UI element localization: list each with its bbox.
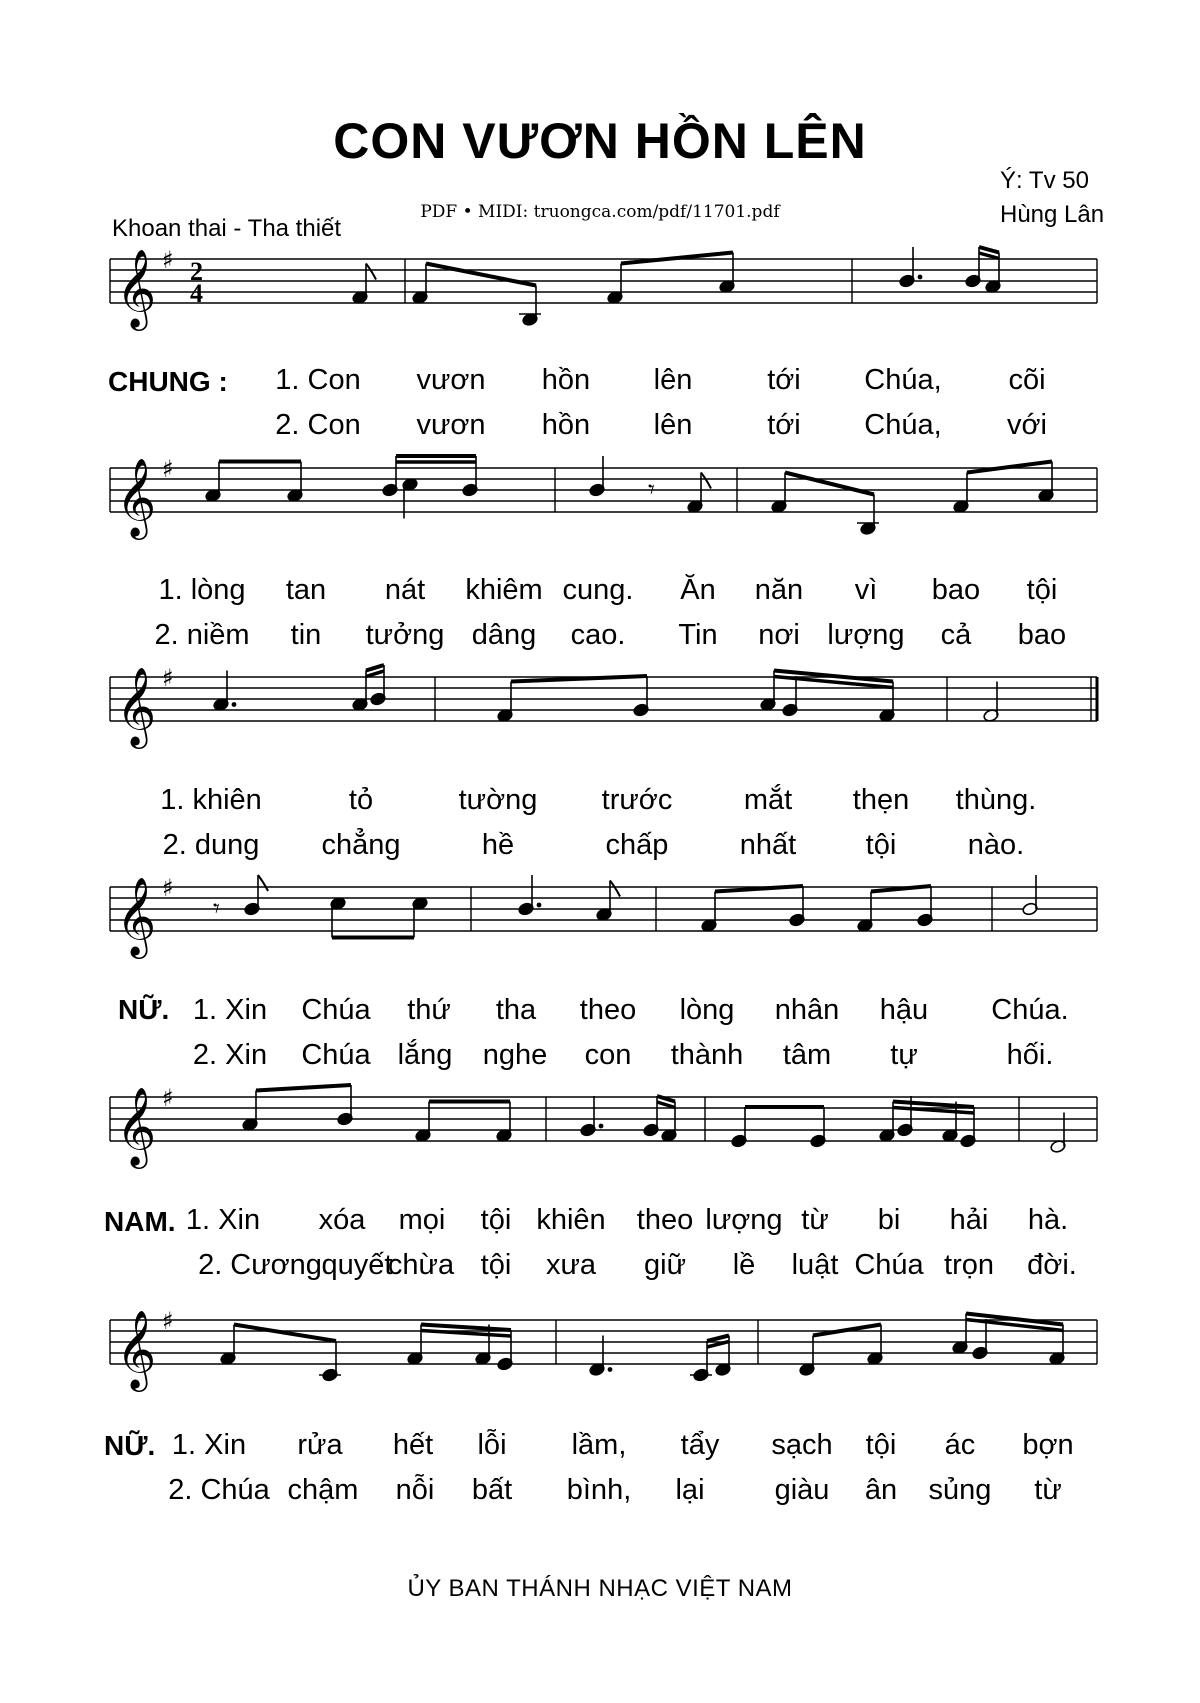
treble-clef-icon: 𝄞	[116, 877, 157, 956]
lyric-s1-v2: tới	[767, 409, 801, 441]
lyric-s4-v1: theo	[579, 994, 637, 1026]
lyric-s6-v2: ân	[864, 1474, 898, 1506]
lyric-s6-v2: bất	[471, 1474, 513, 1506]
lyric-s5-v2: đời.	[1027, 1249, 1077, 1281]
lyric-s6-v2: chậm	[287, 1474, 359, 1506]
dot	[608, 1367, 613, 1372]
lyric-s2-v1: cung.	[562, 574, 634, 606]
treble-clef-icon: 𝄞	[116, 249, 157, 328]
lyric-s6-v1: tẩy	[680, 1429, 720, 1461]
lyric-s5-v1: bi	[877, 1204, 901, 1236]
note-beam	[893, 1102, 974, 1108]
lyric-s5-v1: từ	[801, 1204, 829, 1236]
lyric-s1-v2: Chúa,	[864, 409, 942, 441]
lyric-s2-v2: lượng	[827, 619, 905, 651]
lyric-s2-v1: nát	[384, 574, 426, 606]
lyric-s3-v1: 1. khiên	[160, 784, 262, 816]
dot	[232, 702, 237, 707]
lyric-s5-v1: xóa	[318, 1204, 366, 1236]
sharp-key-icon: ♯	[162, 1307, 174, 1335]
lyric-s2-v1: tan	[285, 574, 327, 606]
lyric-s5-v1: tội	[480, 1204, 512, 1236]
sharp-key-icon: ♯	[162, 664, 174, 692]
lyric-s4-v2: 2. Xin	[192, 1039, 268, 1071]
lyric-s6-v2: nỗi	[395, 1474, 435, 1506]
lyric-s4-v2: thành	[670, 1039, 744, 1071]
treble-clef-icon: 𝄞	[116, 1087, 157, 1166]
lyric-s2-v2: tin	[290, 619, 322, 651]
staff-system	[110, 677, 1097, 721]
lyric-s5-v2: chừa	[387, 1249, 455, 1281]
lyric-s6-v1: 1. Xin	[171, 1429, 247, 1461]
lyric-s5-v1: mọi	[398, 1204, 446, 1236]
lyric-s4-v1: tha	[495, 994, 537, 1026]
note-beam	[785, 473, 874, 495]
lyric-s3-v1: tường	[458, 784, 538, 816]
lyric-s6-v2: sủng	[928, 1474, 992, 1506]
note-flag	[610, 881, 620, 897]
lyric-s6-v1: ác	[944, 1429, 976, 1461]
lyric-s2-v1: bao	[931, 574, 981, 606]
lyric-s2-v2: bao	[1017, 619, 1067, 651]
lyric-s3-v2: nhất	[739, 829, 797, 861]
lyric-s5-v1: 1. Xin	[185, 1204, 261, 1236]
lyric-s4-v1: 1. Xin	[192, 994, 268, 1026]
lyric-s3-v2: chấp	[605, 829, 669, 861]
lyric-s3-v1: thẹn	[852, 784, 910, 816]
lyric-s5-v1: theo	[636, 1204, 694, 1236]
lyric-s5-v1: lượng	[705, 1204, 783, 1236]
note-beam	[979, 247, 999, 253]
lyric-s5-v2: luật	[791, 1249, 839, 1281]
lyric-s5-v2: giữ	[644, 1249, 686, 1281]
lyric-s5-v2: lề	[732, 1249, 756, 1281]
lyric-s1-v1: vươn	[416, 364, 486, 396]
note-beam	[234, 1325, 336, 1342]
note-beam	[256, 1085, 351, 1091]
staff-system	[110, 259, 1097, 303]
lyric-s1-v1: tới	[767, 364, 801, 396]
lyric-s4-v2: con	[584, 1039, 632, 1071]
lyric-s5-v2: xưa	[545, 1249, 597, 1281]
lyric-s6-v1: hết	[392, 1429, 434, 1461]
lyric-s1-v2: lên	[653, 409, 693, 441]
treble-clef-icon: 𝄞	[116, 1310, 157, 1389]
note-beam	[813, 1325, 881, 1336]
dot	[537, 903, 542, 908]
sharp-key-icon: ♯	[162, 1084, 174, 1112]
note-flag	[258, 875, 268, 891]
section-label-nu-2: NỮ.	[104, 1430, 156, 1461]
dot	[918, 275, 923, 280]
treble-clef-icon: 𝄞	[116, 458, 157, 537]
lyric-s2-v1: năn	[754, 574, 804, 606]
lyric-s2-v2: 2. niềm	[154, 619, 250, 651]
note-flag	[366, 264, 376, 280]
lyric-s6-v1: bợn	[1022, 1429, 1074, 1461]
note-beam	[366, 671, 384, 677]
lyric-s2-v2: tưởng	[365, 619, 445, 651]
time-signature-top: 2	[190, 257, 203, 286]
treble-clef-icon: 𝄞	[116, 667, 157, 746]
lyric-s4-v2: hối.	[1006, 1039, 1054, 1071]
lyric-s1-v1: Chúa,	[864, 364, 942, 396]
lyric-s1-v2: với	[1007, 409, 1047, 441]
note-flag	[701, 473, 711, 489]
lyric-s1-v1: lên	[653, 364, 693, 396]
lyric-s6-v2: bình,	[566, 1474, 632, 1506]
lyric-s3-v2: 2. dung	[162, 829, 260, 861]
eighth-rest-icon: 𝄾	[213, 894, 220, 924]
lyric-s6-v2: 2. Chúa	[168, 1474, 270, 1506]
sharp-key-icon: ♯	[162, 874, 174, 902]
lyric-s4-v1: hậu	[879, 994, 929, 1026]
sharp-key-icon: ♯	[162, 455, 174, 483]
lyric-s3-v2: chẳng	[321, 829, 401, 861]
dot	[599, 1124, 604, 1129]
lyric-s1-v2: hồn	[541, 409, 591, 441]
lyric-s5-v2: Chúa	[854, 1249, 924, 1281]
lyric-s3-v1: mắt	[743, 784, 793, 816]
lyric-s2-v1: vì	[854, 574, 878, 606]
lyric-s5-v2: 2. Cương	[198, 1249, 322, 1281]
section-label-nam: NAM.	[104, 1206, 176, 1237]
lyric-s6-v2: lại	[675, 1474, 705, 1506]
lyric-s4-v2: Chúa	[301, 1039, 371, 1071]
lyric-s3-v1: trước	[601, 784, 673, 816]
lyric-s2-v2: cao.	[570, 619, 626, 651]
lyric-s5-v1: khiên	[536, 1204, 606, 1236]
lyric-s4-v1: nhân	[774, 994, 840, 1026]
lyric-s5-v2: trọn	[944, 1249, 994, 1281]
lyric-s4-v1: lòng	[679, 994, 735, 1026]
publisher-footer: ỦY BAN THÁNH NHẠC VIỆT NAM	[407, 1575, 793, 1602]
section-label-nu: NỮ.	[118, 994, 170, 1025]
lyric-s4-v2: tự	[890, 1039, 918, 1071]
lyric-s2-v2: dâng	[471, 619, 537, 651]
lyric-s3-v1: tỏ	[348, 784, 374, 816]
lyric-s6-v1: lỗi	[477, 1429, 507, 1461]
section-label-chung: CHUNG :	[108, 366, 228, 397]
note-beam	[657, 1102, 675, 1108]
lyric-s1-v1: hồn	[541, 364, 591, 396]
note-beam	[366, 665, 384, 671]
sharp-key-icon: ♯	[162, 246, 174, 274]
time-signature-bottom: 4	[190, 279, 203, 308]
lyric-s2-v2: cả	[940, 619, 972, 651]
lyric-s2-v1: Ăn	[680, 574, 716, 606]
lyric-s6-v2: giàu	[774, 1474, 830, 1506]
lyric-s2-v1: 1. lòng	[158, 574, 246, 606]
note-beam	[707, 1336, 729, 1342]
download-link[interactable]: PDF • MIDI: truongca.com/pdf/11701.pdf	[420, 202, 780, 222]
lyric-s4-v2: lắng	[397, 1039, 453, 1071]
note-beam	[421, 1325, 511, 1331]
note-beam	[621, 253, 733, 264]
composer-name: Hùng Lân	[1000, 201, 1105, 228]
lyric-s5-v2: tội	[480, 1249, 512, 1281]
lyric-s2-v1: tội	[1026, 574, 1058, 606]
lyric-s1-v1: 1. Con	[275, 364, 361, 396]
lyric-s4-v1: thứ	[407, 994, 451, 1026]
lyric-s4-v2: tâm	[782, 1039, 832, 1071]
lyric-s5-v1: hải	[949, 1204, 989, 1236]
lyric-s4-v1: Chúa	[301, 994, 371, 1026]
psalm-source: Ý: Tv 50	[1000, 167, 1089, 194]
lyric-s3-v2: tội	[865, 829, 897, 861]
lyric-s5-v2: quyết	[321, 1249, 393, 1281]
lyric-s3-v1: thùng.	[955, 784, 1037, 816]
lyric-s1-v2: 2. Con	[275, 409, 361, 441]
song-title: CON VƯƠN HỒN LÊN	[333, 113, 867, 169]
lyric-s6-v1: sạch	[771, 1429, 833, 1461]
lyric-s2-v1: khiêm	[465, 574, 543, 606]
lyric-s3-v2: nào.	[967, 829, 1025, 861]
lyric-s6-v1: lầm,	[571, 1429, 627, 1461]
eighth-rest-icon: 𝄾	[648, 475, 655, 505]
lyric-s4-v1: Chúa.	[991, 994, 1069, 1026]
lyric-s1-v1: cõi	[1008, 364, 1046, 396]
lyric-s2-v2: Tin	[678, 619, 718, 651]
lyric-s1-v2: vươn	[416, 409, 486, 441]
lyric-s6-v2: từ	[1034, 1474, 1062, 1506]
lyric-s2-v2: nơi	[758, 619, 800, 651]
lyric-s6-v1: tội	[865, 1429, 897, 1461]
tempo-marking: Khoan thai - Tha thiết	[112, 215, 342, 242]
lyric-s3-v2: hề	[481, 829, 515, 861]
lyric-s5-v1: hà.	[1027, 1204, 1069, 1236]
note-beam	[967, 462, 1052, 473]
lyric-s6-v1: rửa	[297, 1429, 343, 1461]
note-beam	[426, 264, 536, 286]
note-beam	[979, 253, 999, 259]
lyric-s4-v2: nghe	[482, 1039, 548, 1071]
